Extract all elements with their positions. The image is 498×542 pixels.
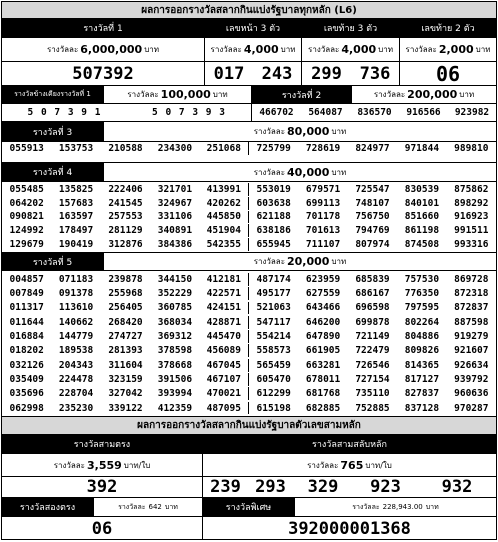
prize4-number: 090821 xyxy=(9,211,44,223)
prize4-number: 135825 xyxy=(58,183,94,195)
prize3-amount: รางวัลละ 80,000 บาท xyxy=(104,122,496,142)
prize4-number: 807974 xyxy=(355,239,390,251)
prize5-number: 809826 xyxy=(404,345,440,357)
prize4-number: 851660 xyxy=(404,211,440,223)
prize4-number: 257553 xyxy=(108,211,143,223)
prize5-number: 487174 xyxy=(256,273,291,285)
prize5-number: 612299 xyxy=(256,388,291,400)
prize1-label: รางวัลที่ 1 xyxy=(2,19,205,38)
prize4-number: 655945 xyxy=(256,239,291,251)
prize4-number: 413991 xyxy=(200,183,249,196)
prize2-number: 836570 xyxy=(350,104,399,122)
prize5-number: 487095 xyxy=(200,402,249,415)
prize5-amount: รางวัลละ 20,000 บาท xyxy=(104,253,496,271)
prize5-number: 837128 xyxy=(404,402,440,414)
lottery-results-sheet xyxy=(1,1,497,540)
prize5-number: 495177 xyxy=(256,288,291,300)
prize5-number: 827837 xyxy=(404,388,440,400)
prize4-number: 324967 xyxy=(157,197,193,209)
prize5-number: 344150 xyxy=(157,273,193,285)
prize5-number: 699878 xyxy=(355,316,390,328)
prize5-number: 091378 xyxy=(58,288,94,300)
prize3-number: 989810 xyxy=(454,142,489,154)
prize5-label: รางวัลที่ 5 xyxy=(2,253,104,271)
prize2-number: 923982 xyxy=(448,104,496,122)
prize5-number: 776350 xyxy=(404,288,440,300)
prize5-number: 919279 xyxy=(454,331,489,343)
prize5-number: 681768 xyxy=(305,388,341,400)
prize5-number: 623959 xyxy=(305,273,341,285)
prize5-number: 627559 xyxy=(305,288,341,300)
prize3-number: 234300 xyxy=(157,142,193,154)
prize5-number: 678011 xyxy=(305,373,341,385)
prize5-number: 547117 xyxy=(256,316,291,328)
swap3-number: 293 xyxy=(248,477,293,498)
prize5-number: 011317 xyxy=(9,302,44,314)
prize5-number: 802264 xyxy=(404,316,440,328)
prize5-number: 339122 xyxy=(108,402,143,414)
back3-number: 299 xyxy=(302,62,351,86)
prize5-number: 727154 xyxy=(355,373,390,385)
prize4-numbers xyxy=(2,182,496,253)
prize5-number: 352229 xyxy=(157,288,193,300)
prize4-number: 124992 xyxy=(9,225,44,237)
prize5-number: 686167 xyxy=(355,288,390,300)
prize5-number: 467045 xyxy=(200,359,249,372)
back2-label: เลขท้าย 2 ตัว xyxy=(400,19,496,38)
prize4-number: 701178 xyxy=(305,211,341,223)
prize5-number: 615198 xyxy=(256,402,291,414)
prize4-number: 157683 xyxy=(58,197,94,209)
prize5-number: 726546 xyxy=(355,359,390,371)
prize5-number: 189538 xyxy=(58,345,94,357)
prize5-numbers xyxy=(2,271,496,417)
swap3-number: 329 xyxy=(293,477,353,498)
prize5-number: 327042 xyxy=(108,388,143,400)
prize5-number: 565459 xyxy=(256,359,291,371)
prize4-number: 840101 xyxy=(404,197,440,209)
prize5-number: 926634 xyxy=(454,359,489,371)
prize5-number: 817127 xyxy=(404,373,440,385)
prize4-number: 190419 xyxy=(58,239,94,251)
prize4-number: 701613 xyxy=(305,225,341,237)
prize4-number: 725547 xyxy=(355,183,390,195)
prize5-number: 696598 xyxy=(355,302,390,314)
prize4-number: 445850 xyxy=(200,211,249,224)
prize4-number: 384386 xyxy=(157,239,193,251)
prize5-number: 235230 xyxy=(58,402,94,414)
prize4-number: 621188 xyxy=(256,211,291,223)
special-number: 392000001368 xyxy=(288,519,411,539)
prize5-number: 035409 xyxy=(9,373,44,385)
prize4-number: 699113 xyxy=(305,197,341,209)
swap3-number: 932 xyxy=(418,477,496,498)
prize4-number: 340891 xyxy=(157,225,193,237)
prize1-amount: รางวัลละ 6,000,000 บาท xyxy=(2,38,205,62)
prize5-number: 424151 xyxy=(200,302,249,315)
special-amount: รางวัลละ 228,943.00 บาท xyxy=(295,498,496,517)
back2-number: 06 xyxy=(400,62,496,86)
prize5-number: 554214 xyxy=(256,331,291,343)
prize4-amount: รางวัลละ 40,000 บาท xyxy=(104,163,496,182)
prize3-number: 824977 xyxy=(355,142,390,154)
prize4-number: 064202 xyxy=(9,197,44,209)
prize3-label: รางวัลที่ 3 xyxy=(2,122,104,142)
prize5-number: 274727 xyxy=(108,331,143,343)
special-label: รางวัลพิเศษ xyxy=(203,498,295,517)
prize5-number: 872837 xyxy=(454,302,489,314)
prize5-number: 721149 xyxy=(355,331,390,343)
straight2-label: รางวัลสองตรง xyxy=(2,498,94,517)
prize5-number: 032126 xyxy=(9,359,44,371)
prize5-number: 268420 xyxy=(108,316,143,328)
prize3-number: 153753 xyxy=(58,142,94,154)
prize4-number: 679571 xyxy=(305,183,341,195)
prize5-number: 445470 xyxy=(200,330,249,343)
prize5-number: 071183 xyxy=(58,273,94,285)
prize5-number: 391506 xyxy=(157,373,193,385)
straight2-amount: รางวัลละ 642 บาท xyxy=(94,498,203,517)
prize3-number: 210588 xyxy=(108,142,143,154)
prize5-number: 228704 xyxy=(58,388,94,400)
swap3-number: 239 xyxy=(203,477,248,498)
prize4-number: 916923 xyxy=(454,211,489,223)
prize5-number: 521063 xyxy=(256,302,291,314)
prize5-number: 685839 xyxy=(355,273,390,285)
prize5-number: 393994 xyxy=(157,388,193,400)
prize5-number: 887598 xyxy=(454,316,489,328)
straight2-number: 06 xyxy=(2,517,203,540)
prize5-number: 113610 xyxy=(58,302,94,314)
prize4-number: 542355 xyxy=(200,238,249,251)
prize5-number: 970287 xyxy=(454,402,489,414)
prize5-number: 960636 xyxy=(454,388,489,400)
prize5-number: 558573 xyxy=(256,345,291,357)
prize5-number: 360785 xyxy=(157,302,193,314)
prize2-label: รางวัลที่ 2 xyxy=(252,86,352,104)
swap3-amount: รางวัลละ 765 บาท/ใบ xyxy=(203,454,496,477)
prize4-number: 241545 xyxy=(108,197,143,209)
prize4-number: 993316 xyxy=(454,239,489,251)
prize5-number: 412181 xyxy=(200,273,249,286)
prize5-number: 378598 xyxy=(157,345,193,357)
prize5-number: 007849 xyxy=(9,288,44,300)
prize5-number: 470021 xyxy=(200,387,249,400)
prize4-number: 281129 xyxy=(108,225,143,237)
prize4-number: 451904 xyxy=(200,224,249,237)
prize5-number: 323159 xyxy=(108,373,143,385)
prize3-number: 251068 xyxy=(200,142,249,155)
prize2-number: 564087 xyxy=(301,104,350,122)
prize5-number: 752885 xyxy=(355,402,390,414)
prize5-number: 735110 xyxy=(355,388,390,400)
prize5-number: 204343 xyxy=(58,359,94,371)
prize4-number: 830539 xyxy=(404,183,440,195)
prize5-number: 722479 xyxy=(355,345,390,357)
page-title: ผลการออกรางวัลสลากกินแบ่งรัฐบาลทุกหลัก (L6) xyxy=(2,2,496,19)
three-digit-title: ผลการออกรางวัลสลากกินแบ่งรัฐบาลตัวเลขสามหลัก xyxy=(2,417,496,435)
prize5-number: 281393 xyxy=(108,345,143,357)
prize4-number: 756750 xyxy=(355,211,390,223)
prize4-number: 861198 xyxy=(404,225,440,237)
prize5-number: 378668 xyxy=(157,359,193,371)
straight3-label: รางวัลสามตรง xyxy=(2,435,203,454)
prize5-number: 255968 xyxy=(108,288,143,300)
prize4-number: 129679 xyxy=(9,239,44,251)
swap3-label: รางวัลสามสลับหลัก xyxy=(203,435,496,454)
straight3-number: 392 xyxy=(2,477,203,498)
prize2-number: 916566 xyxy=(399,104,448,122)
prize4-number: 178497 xyxy=(58,225,94,237)
prize2-number: 466702 xyxy=(252,104,301,122)
prize4-number: 898292 xyxy=(454,197,489,209)
prize4-number: 331106 xyxy=(157,211,193,223)
prize4-number: 055485 xyxy=(9,183,44,195)
prize4-number: 991511 xyxy=(454,225,489,237)
prize5-number: 062998 xyxy=(9,402,44,414)
prize5-number: 797595 xyxy=(404,302,440,314)
prize5-number: 256405 xyxy=(108,302,143,314)
prize5-number: 646200 xyxy=(305,316,341,328)
prize5-number: 422571 xyxy=(200,287,249,300)
prize5-number: 757530 xyxy=(404,273,440,285)
prize5-number: 368034 xyxy=(157,316,193,328)
prize5-number: 872318 xyxy=(454,288,489,300)
prize4-number: 163597 xyxy=(58,211,94,223)
prize2-amount: รางวัลละ 200,000 บาท xyxy=(352,86,496,104)
prize5-number: 428871 xyxy=(200,316,249,329)
back3-label: เลขท้าย 3 ตัว xyxy=(302,19,400,38)
back2-amount: รางวัลละ 2,000 บาท xyxy=(400,38,496,62)
near1-number: 5 0 7 3 9 1 xyxy=(2,104,127,122)
prize5-number: 018202 xyxy=(9,345,44,357)
swap3-number: 923 xyxy=(353,477,418,498)
straight3-amount: รางวัลละ 3,559 บาท/ใบ xyxy=(2,454,203,477)
prize5-number: 467107 xyxy=(200,373,249,386)
prize5-number: 921607 xyxy=(454,345,489,357)
prize5-number: 224478 xyxy=(58,373,94,385)
prize5-number: 869728 xyxy=(454,273,489,285)
prize5-number: 011644 xyxy=(9,316,44,328)
front3-label: เลขหน้า 3 ตัว xyxy=(205,19,302,38)
prize5-number: 412359 xyxy=(157,402,193,414)
near1-amount: รางวัลละ 100,000 บาท xyxy=(104,86,252,104)
prize4-number: 603638 xyxy=(256,197,291,209)
front3-number: 017 xyxy=(205,62,253,86)
prize4-label: รางวัลที่ 4 xyxy=(2,163,104,182)
prize5-number: 016884 xyxy=(9,331,44,343)
prize5-number: 456089 xyxy=(200,344,249,357)
prize4-number: 321701 xyxy=(157,183,193,195)
prize5-number: 239878 xyxy=(108,273,143,285)
prize5-number: 144779 xyxy=(58,331,94,343)
prize5-number: 369312 xyxy=(157,331,193,343)
prize5-number: 804886 xyxy=(404,331,440,343)
prize4-number: 222406 xyxy=(108,183,143,195)
prize4-number: 553019 xyxy=(256,183,291,195)
prize5-number: 663281 xyxy=(305,359,341,371)
prize1-number: 507392 xyxy=(2,62,205,86)
prize5-number: 814365 xyxy=(404,359,440,371)
prize4-number: 875862 xyxy=(454,183,489,195)
prize5-number: 605470 xyxy=(256,373,291,385)
prize5-number: 004857 xyxy=(9,273,44,285)
back3-amount: รางวัลละ 4,000 บาท xyxy=(302,38,400,62)
prize5-number: 682885 xyxy=(305,402,341,414)
prize3-number: 971844 xyxy=(404,142,440,154)
prize3-number: 728619 xyxy=(305,142,341,154)
prize4-number: 638186 xyxy=(256,225,291,237)
prize4-number: 748107 xyxy=(355,197,390,209)
back3-number: 736 xyxy=(351,62,400,86)
prize5-number: 035696 xyxy=(9,388,44,400)
prize3-number: 725799 xyxy=(256,142,291,154)
near1-label: รางวัลข้างเคียงรางวัลที่ 1 xyxy=(2,86,104,104)
prize5-number: 643466 xyxy=(305,302,341,314)
prize4-number: 312876 xyxy=(108,239,143,251)
near1-number: 5 0 7 3 9 3 xyxy=(127,104,252,122)
front3-amount: รางวัลละ 4,000 บาท xyxy=(205,38,302,62)
prize4-number: 420262 xyxy=(200,197,249,210)
prize4-number: 874508 xyxy=(404,239,440,251)
prize5-number: 140662 xyxy=(58,316,94,328)
front3-number: 243 xyxy=(253,62,302,86)
prize3-number: 055913 xyxy=(9,142,44,154)
prize5-number: 647890 xyxy=(305,331,341,343)
prize3-numbers xyxy=(2,142,496,163)
prize5-number: 661905 xyxy=(305,345,341,357)
prize5-number: 939792 xyxy=(454,373,489,385)
prize5-number: 311604 xyxy=(108,359,143,371)
prize4-number: 711107 xyxy=(305,239,341,251)
prize4-number: 794769 xyxy=(355,225,390,237)
